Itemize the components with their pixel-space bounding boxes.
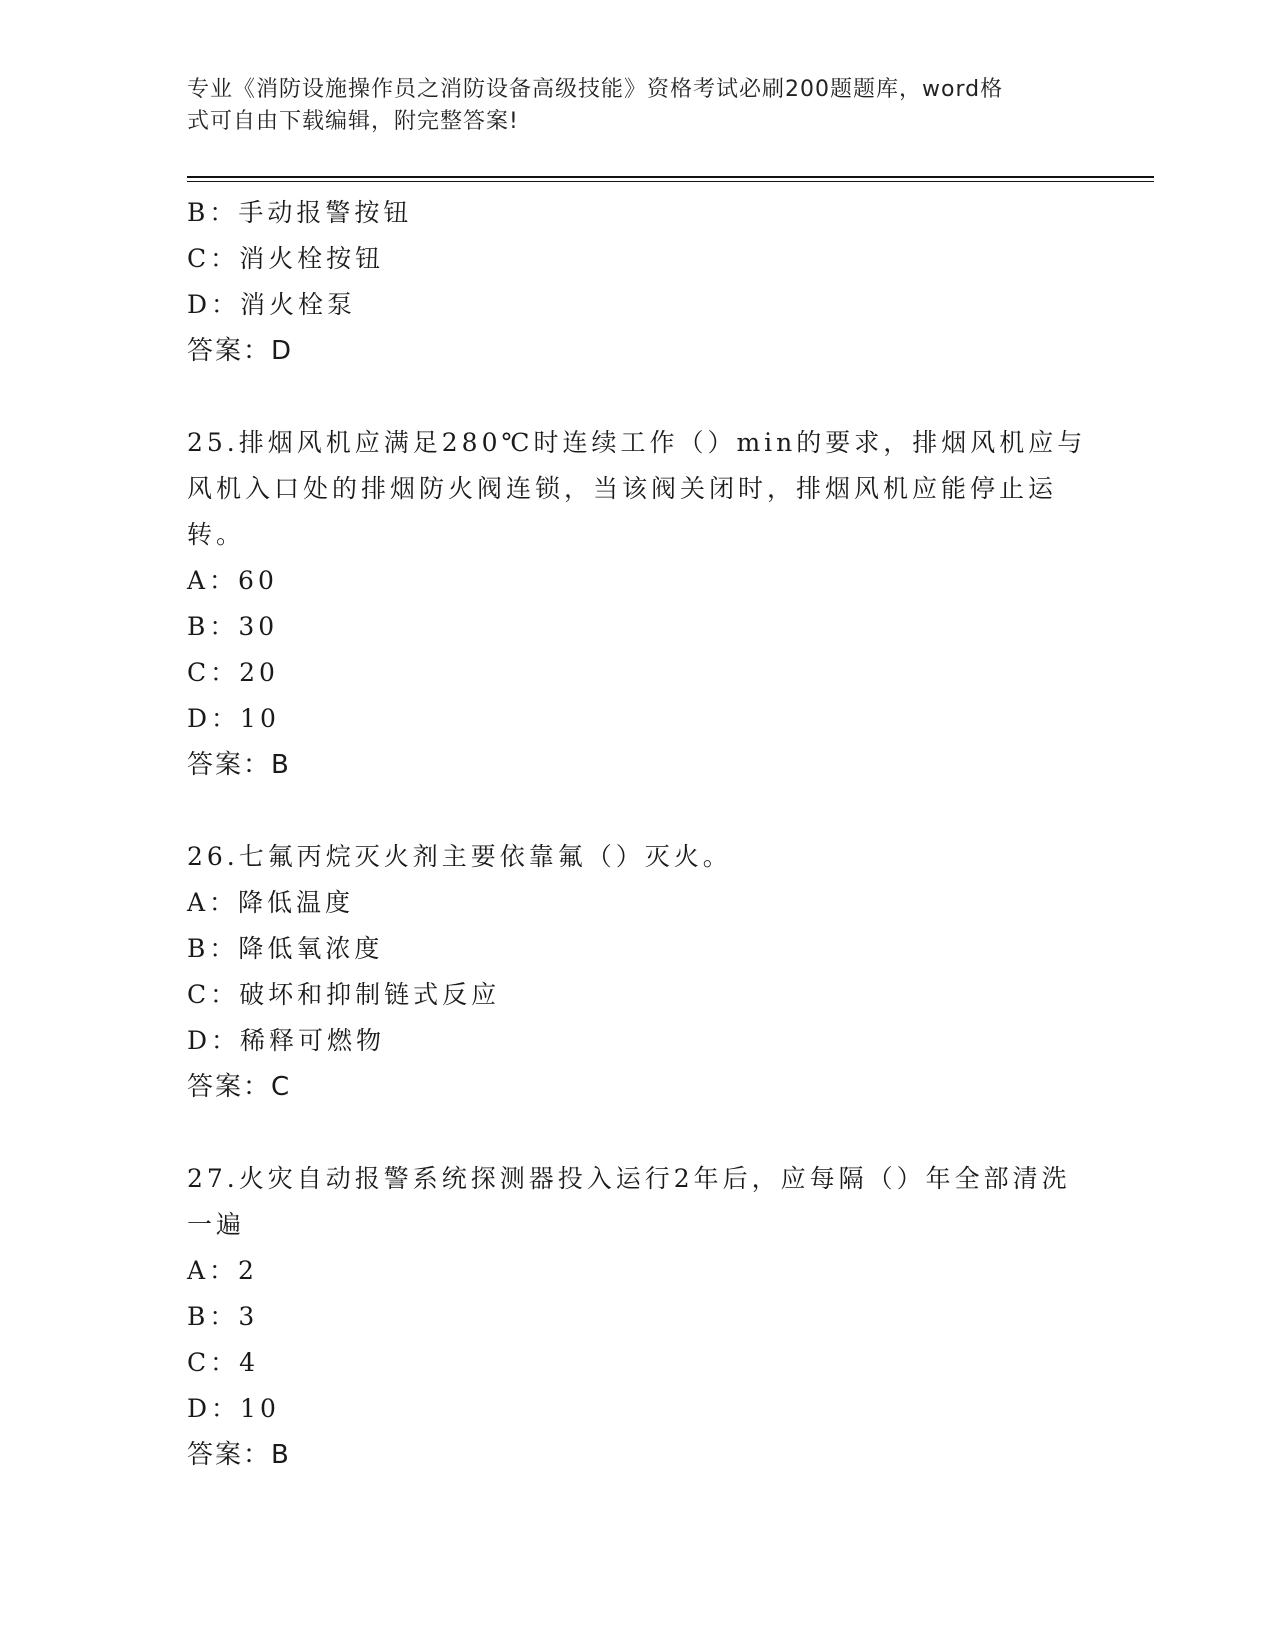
question-text: 26.七氟丙烷灭火剂主要依靠氟（）灭火。 xyxy=(187,842,732,871)
question-27 xyxy=(187,1156,1087,1478)
option-c: C：破坏和抑制链式反应 xyxy=(187,980,501,1009)
answer-line: 答案：C xyxy=(187,1072,292,1102)
option-d: D：10 xyxy=(187,1394,280,1423)
header-divider-thick xyxy=(187,176,1154,178)
document-header xyxy=(187,74,1067,138)
option-b: B：3 xyxy=(187,1302,259,1331)
option-c: C：4 xyxy=(187,1348,260,1377)
header-line-2: 式可自由下载编辑，附完整答案! xyxy=(187,109,519,134)
option-d: D：10 xyxy=(187,704,280,733)
option-a: A：降低温度 xyxy=(187,888,355,917)
option-d: D：消火栓泵 xyxy=(187,290,357,319)
question-text: 25.排烟风机应满足280℃时连续工作（）min的要求，排烟风机应与风机入口处的排烟防火阀连锁，当该阀关闭时，排烟风机应能停止运转。 xyxy=(187,428,1087,549)
option-b: B：手动报警按钮 xyxy=(187,198,413,227)
answer-line: 答案：B xyxy=(187,1440,291,1470)
header-line-1: 专业《消防设施操作员之消防设备高级技能》资格考试必刷200题题库，word格 xyxy=(187,77,1004,102)
option-c: C：消火栓按钮 xyxy=(187,244,385,273)
option-b: B：30 xyxy=(187,612,279,641)
question-text: 27.火灾自动报警系统探测器投入运行2年后，应每隔（）年全部清洗一遍 xyxy=(187,1164,1071,1239)
carryover-question xyxy=(187,190,1087,374)
answer-line: 答案：D xyxy=(187,336,294,366)
option-a: A：2 xyxy=(187,1256,258,1285)
option-b: B：降低氧浓度 xyxy=(187,934,384,963)
option-a: A：60 xyxy=(187,566,278,595)
question-25 xyxy=(187,420,1087,788)
question-26 xyxy=(187,834,1087,1110)
header-divider-thin xyxy=(187,181,1154,182)
option-d: D：稀释可燃物 xyxy=(187,1026,386,1055)
answer-line: 答案：B xyxy=(187,750,291,780)
option-c: C：20 xyxy=(187,658,279,687)
question-list xyxy=(187,190,1087,1478)
